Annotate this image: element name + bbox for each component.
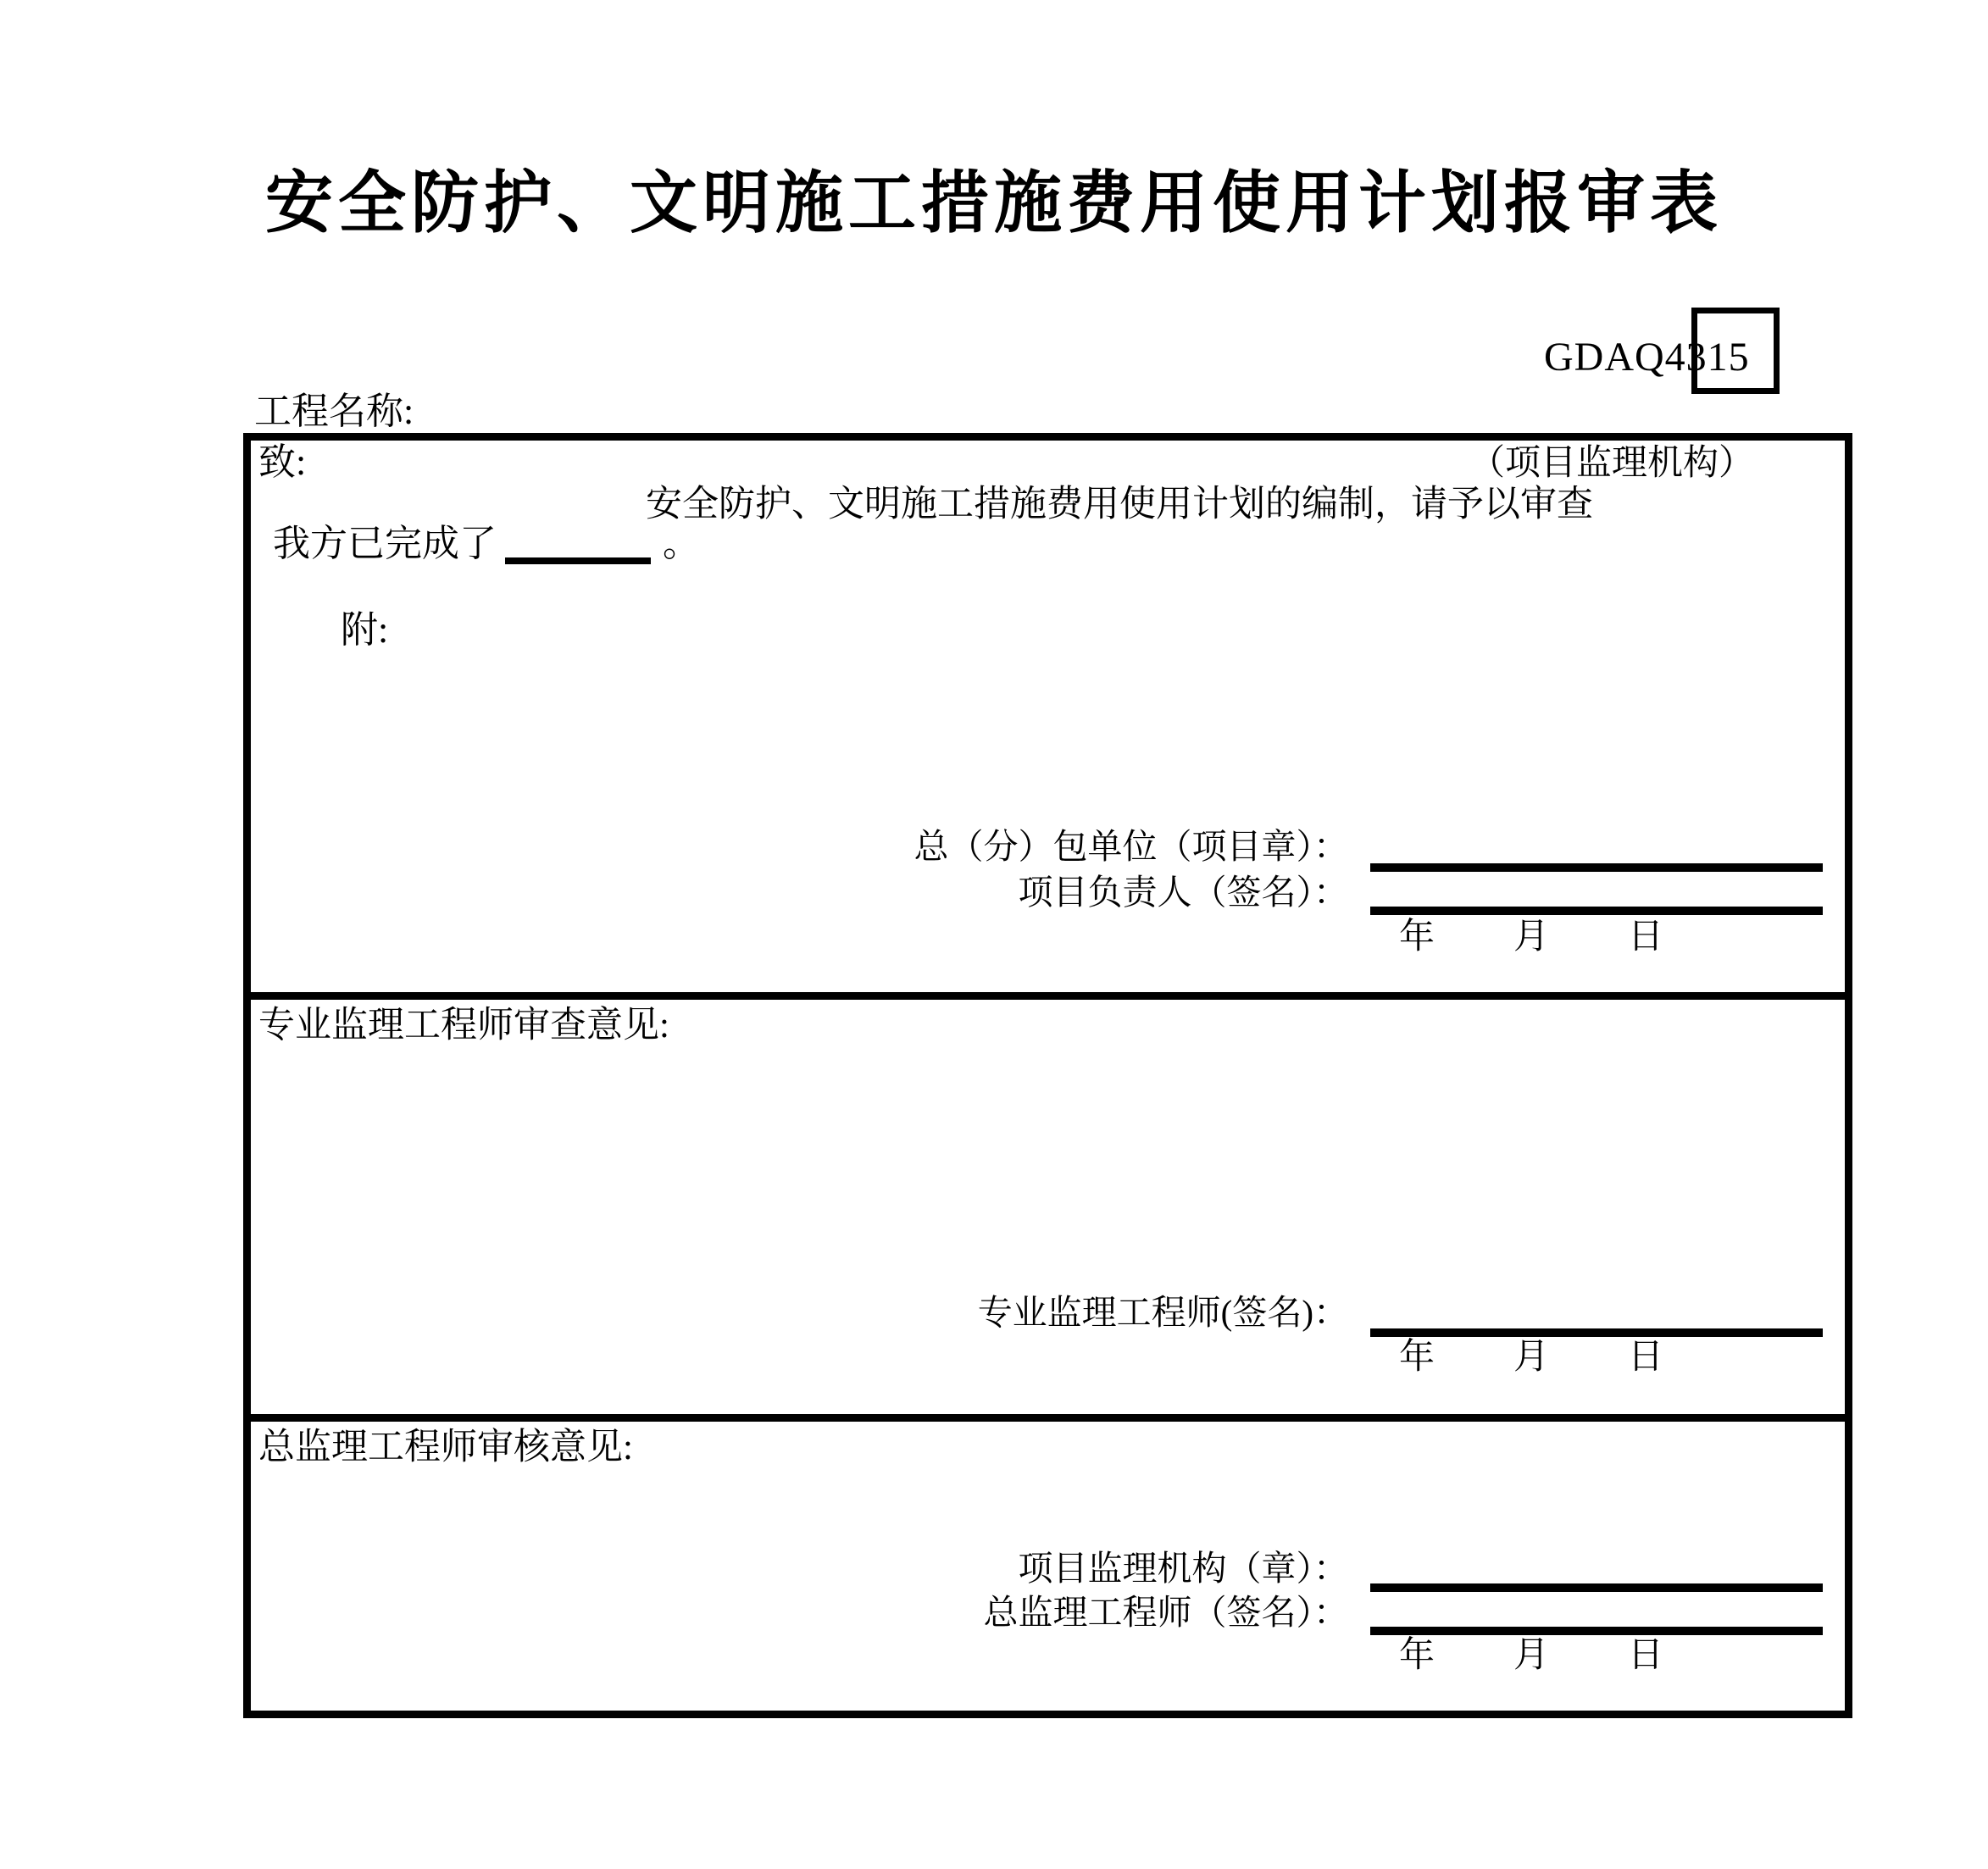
year-label: 年 [1399, 1338, 1435, 1377]
month-label: 月 [1513, 918, 1550, 957]
chief-sign-blank[interactable] [1370, 1627, 1823, 1635]
to-label: 致: [258, 441, 307, 483]
completed-line [273, 524, 700, 564]
submission-date-row [1370, 917, 1823, 957]
contractor-seal-label: 总（分）包单位（项目章）： [913, 827, 1348, 866]
section-divider-2 [243, 1414, 1852, 1422]
year-label: 年 [1399, 1636, 1435, 1675]
form-code-label: GDAQ4315 [1544, 335, 1750, 380]
attachment-label: 附: [341, 609, 389, 651]
supervision-org-seal-label: 项目监理机构（章）： [1018, 1549, 1348, 1588]
chief-review-heading: 总监理工程师审核意见: [258, 1428, 633, 1467]
day-label: 日 [1628, 918, 1664, 957]
form-border [243, 433, 1852, 1718]
supervision-org-hint: （项目监理机构） [1469, 444, 1755, 483]
specialist-sign-label: 专业监理工程师(签名)： [977, 1293, 1348, 1332]
request-statement: 安全防护、文明施工措施费用使用计划的编制，请予以审查 [646, 485, 1593, 524]
year-label: 年 [1399, 918, 1435, 957]
completed-prefix: 我方已完成了 [273, 523, 497, 564]
form-code-fill-box[interactable] [1691, 308, 1780, 394]
supervision-org-seal-blank[interactable] [1370, 1583, 1823, 1592]
form-title: 安全防护、文明施工措施费用使用计划报审表 [265, 165, 1723, 241]
contractor-seal-blank[interactable] [1370, 863, 1823, 872]
specialist-review-heading: 专业监理工程师审查意见: [258, 1006, 669, 1045]
project-leader-sign-blank[interactable] [1370, 907, 1823, 915]
month-label: 月 [1513, 1636, 1550, 1675]
specialist-sign-blank[interactable] [1370, 1328, 1823, 1337]
completed-blank[interactable] [505, 525, 651, 564]
chief-sign-label: 总监理工程师（签名）： [983, 1593, 1348, 1632]
chief-date-row [1370, 1635, 1823, 1676]
project-leader-sign-label: 项目负责人（签名）： [1018, 873, 1348, 912]
day-label: 日 [1628, 1636, 1664, 1675]
month-label: 月 [1513, 1338, 1550, 1377]
specialist-date-row [1370, 1337, 1823, 1378]
completed-period: 。 [663, 523, 700, 564]
section-divider-1 [243, 992, 1852, 1000]
project-name-label: 工程名称: [254, 391, 414, 432]
day-label: 日 [1628, 1338, 1664, 1377]
